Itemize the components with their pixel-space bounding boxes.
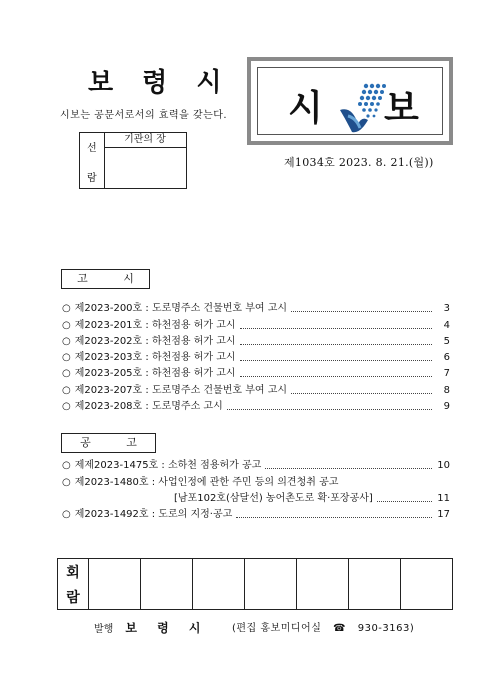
bullet-circle-icon: ○ xyxy=(62,368,71,379)
section-title-text: 고 시 xyxy=(77,272,150,285)
item-page: 9 xyxy=(443,401,450,412)
item-title: 도로의 지정·공고 xyxy=(158,509,233,520)
list-item-continuation[interactable] xyxy=(174,492,450,506)
bullet-circle-icon: ○ xyxy=(62,352,71,363)
item-title: 하천점용 허가 고시 xyxy=(151,320,236,331)
bullet-circle-icon: ○ xyxy=(62,509,71,520)
bullet-circle-icon: ○ xyxy=(62,320,71,331)
leader-dots xyxy=(291,311,432,312)
item-number: 제제2023-1475호 xyxy=(74,460,159,471)
issue-number-date: 제1034호 2023. 8. 21.(월)) xyxy=(284,156,434,169)
leader-dots xyxy=(265,468,432,469)
bullet-circle-icon: ○ xyxy=(62,336,71,347)
effect-notice: 시보는 공문서로서의 효력을 갖는다. xyxy=(60,110,228,121)
approval-label-top: 선 xyxy=(87,143,97,154)
item-number: 제2023-205호 xyxy=(74,368,143,379)
item-number: 제2023-1492호 xyxy=(74,509,149,520)
item-number: 제2023-207호 xyxy=(74,385,143,396)
leader-dots xyxy=(291,393,432,394)
circulation-label xyxy=(58,559,89,609)
section-title-notices xyxy=(61,433,156,453)
phone-icon: ☎ xyxy=(333,623,347,634)
item-title: 하천점용 허가 고시 xyxy=(151,352,236,363)
circulation-label-top: 회 xyxy=(66,564,80,581)
leader-dots xyxy=(240,360,432,361)
item-title: 도로명주소 건물번호 부여 고시 xyxy=(151,385,288,396)
section-title-announcements xyxy=(61,269,150,289)
bullet-circle-icon: ○ xyxy=(62,477,71,488)
logo-frame xyxy=(257,67,443,135)
signature-cell[interactable] xyxy=(297,559,349,609)
circulation-table xyxy=(57,558,453,610)
item-page: 6 xyxy=(443,352,450,363)
item-title: 사업인정에 관한 주민 등의 의견청취 공고 xyxy=(158,477,339,488)
phone-number: 930-3163) xyxy=(357,623,415,634)
item-title: 도로명주소 건물번호 부여 고시 xyxy=(151,303,288,314)
leader-dots xyxy=(240,344,432,345)
item-page: 4 xyxy=(443,320,450,331)
item-page: 5 xyxy=(443,336,450,347)
item-number: 제2023-1480호 xyxy=(74,477,149,488)
logo-text-left: 시 xyxy=(288,88,323,129)
bullet-circle-icon: ○ xyxy=(62,401,71,412)
approval-box xyxy=(79,132,187,189)
leader-dots xyxy=(236,517,432,518)
leader-dots xyxy=(227,409,432,410)
item-page: 8 xyxy=(443,385,450,396)
item-number: 제2023-203호 xyxy=(74,352,143,363)
city-title: 보 령 시 xyxy=(88,68,232,98)
list-item[interactable]: ○ 제제2023-1475호 : 소하천 점용허가 공고 10 xyxy=(62,460,450,471)
list-item[interactable]: ○ 제2023-205호 : 하천점용 허가 고시 7 xyxy=(62,368,450,379)
leader-dots xyxy=(240,328,432,329)
item-number: 제2023-200호 xyxy=(74,303,143,314)
signature-cell[interactable] xyxy=(401,559,452,609)
bullet-circle-icon: ○ xyxy=(62,385,71,396)
item-title: 하천점용 허가 고시 xyxy=(151,368,236,379)
list-item[interactable]: ○ 제2023-1492호 : 도로의 지정·공고 17 xyxy=(62,509,450,520)
signature-cell[interactable] xyxy=(349,559,401,609)
leader-dots xyxy=(240,376,432,377)
item-subtitle: [남포102호(삼달선) 농어촌도로 확·포장공사] xyxy=(174,493,373,504)
signature-cell[interactable] xyxy=(141,559,193,609)
item-page: 3 xyxy=(443,303,450,314)
bullet-circle-icon: ○ xyxy=(62,460,71,471)
list-item[interactable]: ○ 제2023-202호 : 하천점용 허가 고시 5 xyxy=(62,336,450,347)
signature-cell[interactable] xyxy=(193,559,245,609)
publisher-label: 발행 xyxy=(94,624,114,635)
list-item[interactable]: ○ 제2023-1480호 : 사업인정에 관한 주민 등의 의견청취 공고 xyxy=(62,477,339,488)
item-number: 제2023-201호 xyxy=(74,320,143,331)
list-item[interactable]: ○ 제2023-207호 : 도로명주소 건물번호 부여 고시 8 xyxy=(62,385,450,396)
agency-head-label: 기관의 장 xyxy=(104,133,186,148)
item-title: 하천점용 허가 고시 xyxy=(151,336,236,347)
item-page: 7 xyxy=(443,368,450,379)
editor-info xyxy=(232,619,414,634)
item-page: 11 xyxy=(437,493,450,504)
item-page: 17 xyxy=(437,509,450,520)
item-page: 10 xyxy=(437,460,450,471)
editor-text: (편집 홍보미디어실 xyxy=(232,623,322,634)
list-item[interactable]: ○ 제2023-201호 : 하천점용 허가 고시 4 xyxy=(62,320,450,331)
logo-text-right: 보 xyxy=(384,88,419,129)
city-emblem-icon xyxy=(338,76,386,134)
item-title: 도로명주소 고시 xyxy=(151,401,223,412)
item-number: 제2023-208호 xyxy=(74,401,143,412)
leader-dots xyxy=(377,501,432,502)
gazette-logo xyxy=(247,57,453,145)
publisher-info xyxy=(94,619,208,636)
bullet-circle-icon: ○ xyxy=(62,303,71,314)
approval-label-bottom: 람 xyxy=(87,173,97,184)
item-title: 소하천 점용허가 공고 xyxy=(167,460,262,471)
item-number: 제2023-202호 xyxy=(74,336,143,347)
circulation-label-bottom: 람 xyxy=(66,589,80,606)
approval-label-column xyxy=(80,133,105,188)
signature-cell[interactable] xyxy=(89,559,141,609)
publisher-name: 보 령 시 xyxy=(125,621,209,635)
signature-cell[interactable] xyxy=(245,559,297,609)
list-item[interactable]: ○ 제2023-200호 : 도로명주소 건물번호 부여 고시 3 xyxy=(62,303,450,314)
section-title-text: 공 고 xyxy=(80,436,153,449)
list-item[interactable]: ○ 제2023-208호 : 도로명주소 고시 9 xyxy=(62,401,450,412)
list-item[interactable]: ○ 제2023-203호 : 하천점용 허가 고시 6 xyxy=(62,352,450,363)
